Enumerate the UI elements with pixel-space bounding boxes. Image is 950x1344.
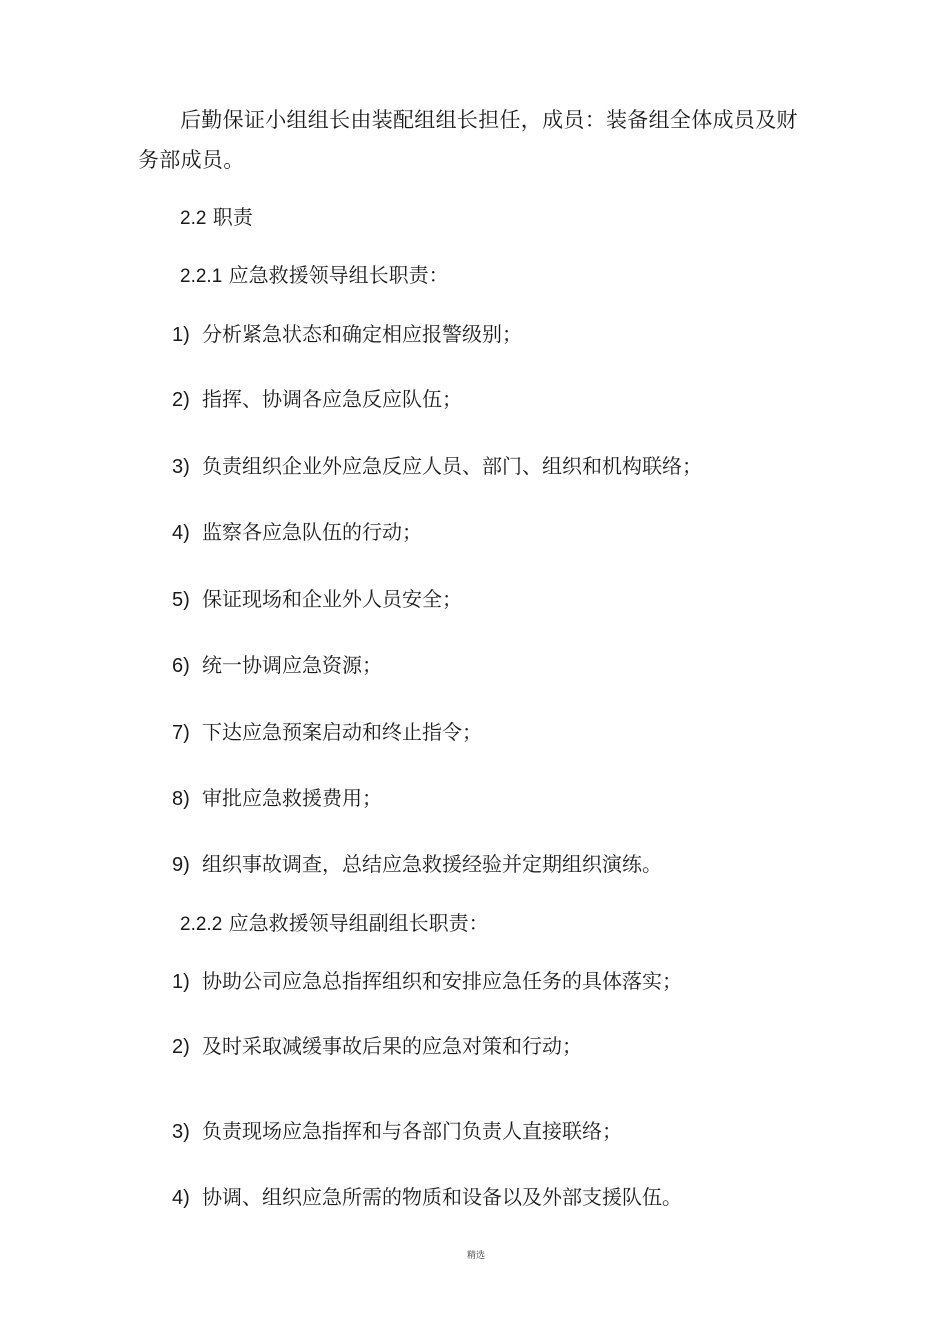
list-number: 8) bbox=[172, 788, 190, 810]
list-text: 指挥、协调各应急反应队伍； bbox=[202, 387, 462, 411]
list-number: 4) bbox=[172, 522, 190, 544]
list-number: 1) bbox=[172, 324, 190, 346]
list-text: 协助公司应急总指挥组织和安排应急任务的具体落实； bbox=[202, 969, 682, 993]
section-title: 应急救援领导组长职责： bbox=[228, 263, 449, 287]
list-item bbox=[172, 1117, 622, 1146]
section-heading-2-2-2 bbox=[180, 909, 489, 939]
list-text: 审批应急救援费用； bbox=[202, 786, 382, 810]
list-number: 3) bbox=[172, 456, 190, 478]
list-text: 保证现场和企业外人员安全； bbox=[202, 587, 462, 611]
section-heading-2-2-1 bbox=[180, 261, 449, 291]
intro-paragraph: 后勤保证小组组长由装配组组长担任，成员：装备组全体成员及财务部成员。 bbox=[138, 108, 798, 172]
list-item bbox=[172, 585, 462, 614]
list-item bbox=[172, 651, 382, 680]
list-number: 1) bbox=[172, 971, 190, 993]
list-text: 负责组织企业外应急反应人员、部门、组织和机构联络； bbox=[202, 454, 702, 478]
list-item bbox=[172, 518, 422, 547]
list-number: 2) bbox=[172, 389, 190, 411]
list-text: 下达应急预案启动和终止指令； bbox=[202, 720, 482, 744]
list-number: 7) bbox=[172, 722, 190, 744]
list-number: 3) bbox=[172, 1121, 190, 1143]
list-text: 负责现场应急指挥和与各部门负责人直接联络； bbox=[202, 1119, 622, 1143]
list-number: 6) bbox=[172, 655, 190, 677]
list-text: 及时采取减缓事故后果的应急对策和行动； bbox=[202, 1034, 582, 1058]
list-text: 分析紧急状态和确定相应报警级别； bbox=[202, 322, 522, 346]
section-number: 2.2.2 bbox=[180, 914, 223, 935]
section-heading-2-2 bbox=[180, 203, 253, 233]
list-number: 4) bbox=[172, 1187, 190, 1209]
list-number: 2) bbox=[172, 1036, 190, 1058]
list-text: 监察各应急队伍的行动； bbox=[202, 520, 422, 544]
list-text: 统一协调应急资源； bbox=[202, 653, 382, 677]
list-item bbox=[172, 967, 682, 996]
section-number: 2.2 bbox=[180, 208, 207, 229]
list-text: 组织事故调查，总结应急救援经验并定期组织演练。 bbox=[202, 852, 662, 876]
section-title: 职责 bbox=[212, 205, 253, 229]
list-text: 协调、组织应急所需的物质和设备以及外部支援队伍。 bbox=[202, 1185, 682, 1209]
list-item bbox=[172, 452, 702, 481]
list-item bbox=[172, 850, 662, 879]
page-footer: 精选 bbox=[466, 1251, 485, 1261]
list-item bbox=[172, 1183, 682, 1212]
list-item bbox=[172, 784, 382, 813]
list-item bbox=[172, 1032, 582, 1061]
list-number: 9) bbox=[172, 854, 190, 876]
list-number: 5) bbox=[172, 589, 190, 611]
section-title: 应急救援领导组副组长职责： bbox=[228, 911, 489, 935]
section-number: 2.2.1 bbox=[180, 266, 223, 287]
list-item bbox=[172, 385, 462, 414]
list-item bbox=[172, 718, 482, 747]
list-item bbox=[172, 320, 522, 349]
